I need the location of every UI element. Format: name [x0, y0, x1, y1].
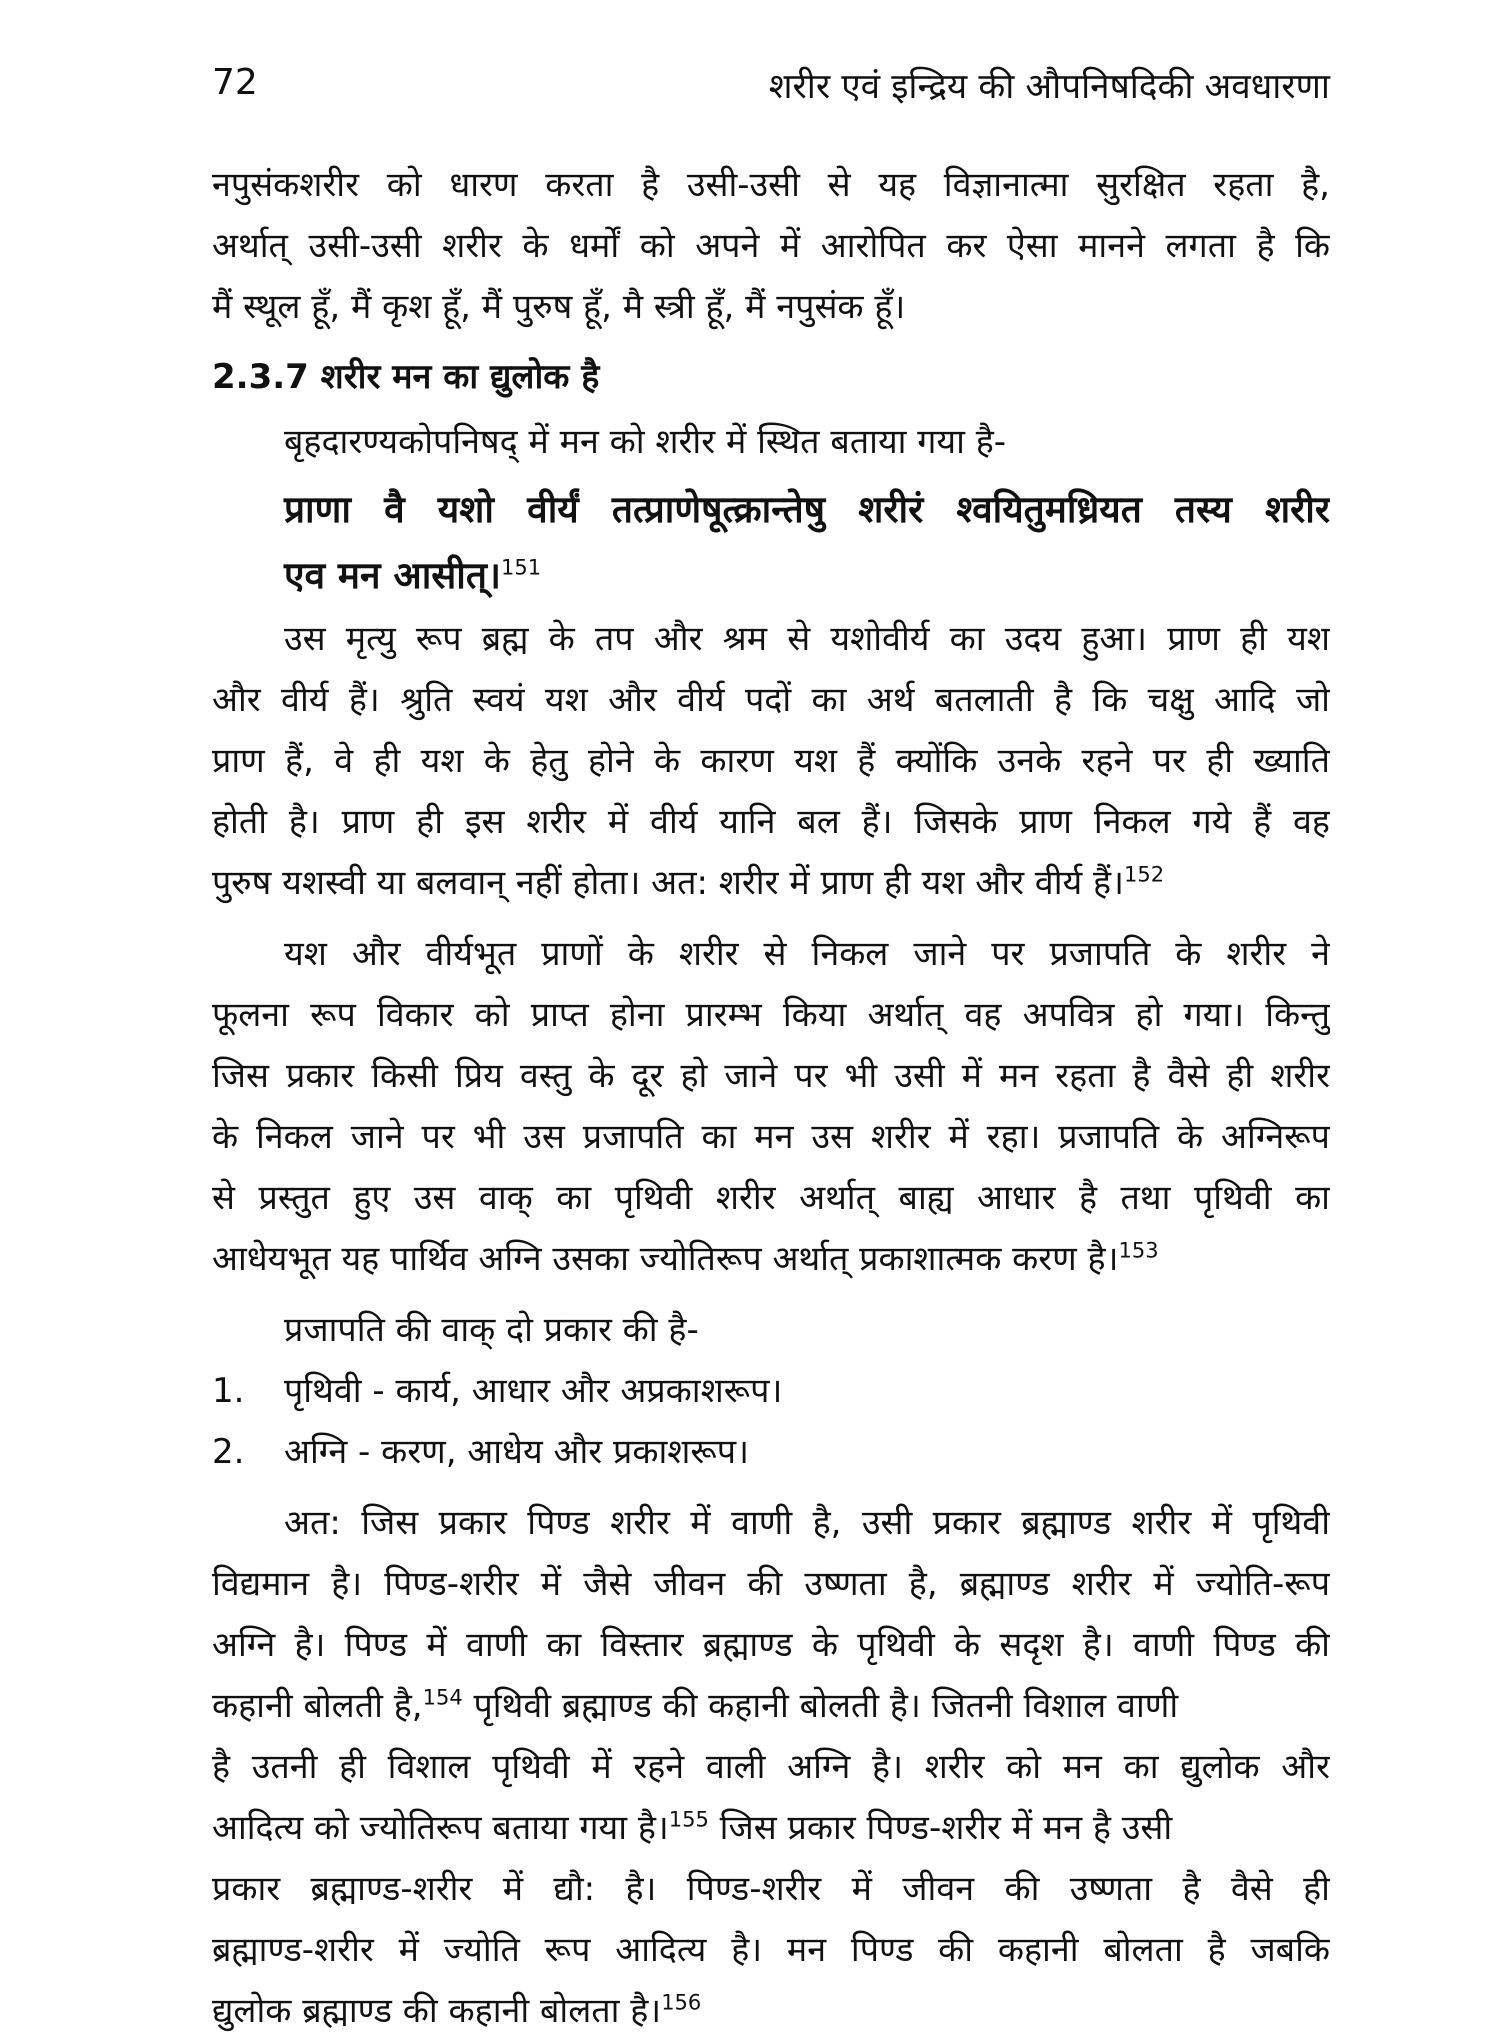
- text-span: आधेयभूत यह पार्थिव अग्नि उसका ज्योतिरूप अर्थात् प्रकाशात्मक करण है।: [212, 1239, 1119, 1279]
- footnote-ref: 156: [661, 1990, 702, 2015]
- text-line: यश और वीर्यभूत प्राणों के शरीर से निकल जाने पर प्रजापति के शरीर ने: [284, 934, 1330, 974]
- text-line: अर्थात् उसी-उसी शरीर के धर्मों को अपने में आरोपित कर ऐसा मानने लगता है कि: [212, 226, 1330, 266]
- page-number: 72: [212, 62, 258, 103]
- text-span: पुरुष यशस्वी या बलवान् नहीं होता। अत: शरीर में प्राण ही यश और वीर्य हैं।: [212, 863, 1124, 903]
- text-line: [212, 1798, 1330, 1859]
- paragraph: [212, 609, 1330, 914]
- text-line: अत: जिस प्रकार पिण्ड शरीर में वाणी है, उसी प्रकार ब्रह्माण्ड शरीर में पृथिवी: [284, 1503, 1330, 1543]
- paragraph: [212, 1493, 1330, 2042]
- text-line: [212, 1981, 1330, 2042]
- list-text: अग्नि - करण, आधेय और प्रकाशरूप।: [284, 1432, 749, 1472]
- text-span: पृथिवी ब्रह्माण्ड की कहानी बोलती है। जितनी विशाल वाणी: [462, 1686, 1179, 1726]
- list-intro: प्रजापति की वाक् दो प्रकार की है-: [284, 1310, 699, 1350]
- footnote-ref: 153: [1118, 1238, 1159, 1263]
- footnote-ref: 151: [500, 555, 542, 580]
- footnote-ref: 154: [422, 1685, 463, 1710]
- text-line: [212, 1229, 1330, 1290]
- list-number: 2.: [212, 1432, 245, 1472]
- paragraph-continuation: [212, 155, 1330, 338]
- text-span: कहानी बोलती है,: [212, 1686, 423, 1726]
- footnote-ref: 155: [668, 1807, 709, 1832]
- sanskrit-line: प्राणा वै यशो वीर्यं तत्प्राणेषूत्क्रान्तेषु शरीरं श्वयितुमध्रियत तस्य शरीर: [284, 488, 1330, 531]
- text-line: नपुसंकशरीर को धारण करता है उसी-उसी से यह विज्ञानात्मा सुरक्षित रहता है,: [212, 165, 1330, 205]
- text-span: आदित्य को ज्योतिरूप बताया गया है।: [212, 1808, 669, 1848]
- sanskrit-line: [212, 543, 1330, 609]
- text-line: से प्रस्तुत हुए उस वाक् का पृथिवी शरीर अर्थात् बाह्य आधार है तथा पृथिवी का: [212, 1178, 1330, 1218]
- sanskrit-quote: [212, 477, 1330, 609]
- text-line: मैं स्थूल हूँ, मैं कृश हूँ, मैं पुरुष हूँ, मै स्त्री हूँ, मैं नपुसंक हूँ।: [212, 287, 906, 327]
- section-heading: 2.3.7 शरीर मन का द्युलोक है: [212, 357, 600, 397]
- page-content: [212, 155, 1330, 2042]
- paragraph: [212, 924, 1330, 1290]
- footnote-ref: 152: [1123, 862, 1165, 887]
- text-line: और वीर्य हैं। श्रुति स्वयं यश और वीर्य पदों का अर्थ बतलाती है कि चक्षु आदि जो: [212, 680, 1330, 720]
- list-item: [212, 1422, 1330, 1483]
- sanskrit-line-text: एव मन आसीत्।: [284, 554, 501, 597]
- text-line: है उतनी ही विशाल पृथिवी में रहने वाली अग्नि है। शरीर को मन का द्युलोक और: [212, 1747, 1330, 1787]
- text-line: ब्रह्माण्ड-शरीर में ज्योति रूप आदित्य है। मन पिण्ड की कहानी बोलता है जबकि: [212, 1930, 1330, 1970]
- list-number: 1.: [212, 1371, 245, 1411]
- text-span: जिस प्रकार पिण्ड-शरीर में मन है उसी: [708, 1808, 1173, 1848]
- running-title: शरीर एवं इन्द्रिय की औपनिषदिकी अवधारणा: [768, 67, 1330, 107]
- text-line: प्रकार ब्रह्माण्ड-शरीर में द्यौ: है। पिण्ड-शरीर में जीवन की उष्णता है वैसे ही: [212, 1869, 1330, 1909]
- page-header: [212, 62, 1330, 112]
- text-line: के निकल जाने पर भी उस प्रजापति का मन उस शरीर में रहा। प्रजापति के अग्निरूप: [212, 1117, 1330, 1157]
- text-line: फूलना रूप विकार को प्राप्त होना प्रारम्भ किया अर्थात् वह अपवित्र हो गया। किन्तु: [212, 995, 1330, 1035]
- text-line: होती है। प्राण ही इस शरीर में वीर्य यानि बल हैं। जिसके प्राण निकल गये हैं वह: [212, 802, 1330, 842]
- text-line: [212, 1676, 1330, 1737]
- list-text: पृथिवी - कार्य, आधार और अप्रकाशरूप।: [284, 1371, 783, 1411]
- text-line: अग्नि है। पिण्ड में वाणी का विस्तार ब्रह्माण्ड के पृथिवी के सदृश है। वाणी पिण्ड की: [212, 1625, 1330, 1665]
- text-line: जिस प्रकार किसी प्रिय वस्तु के दूर हो जाने पर भी उसी में मन रहता है वैसे ही शरीर: [212, 1056, 1330, 1096]
- text-line: [212, 853, 1330, 914]
- text-line: प्राण हैं, वे ही यश के हेतु होने के कारण यश हैं क्योंकि उनके रहने पर ही ख्याति: [212, 741, 1330, 781]
- text-span: द्युलोक ब्रह्माण्ड की कहानी बोलता है।: [212, 1991, 662, 2031]
- text-line: उस मृत्यु रूप ब्रह्म के तप और श्रम से यशोवीर्य का उदय हुआ। प्राण ही यश: [284, 619, 1330, 659]
- text-line: विद्यमान है। पिण्ड-शरीर में जैसे जीवन की उष्णता है, ब्रह्माण्ड शरीर में ज्योति-रूप: [212, 1564, 1330, 1604]
- list-item: [212, 1361, 1330, 1422]
- numbered-list: [212, 1300, 1330, 1483]
- quote-intro: बृहदारण्यकोपनिषद् में मन को शरीर में स्थित बताया गया है-: [284, 422, 1007, 462]
